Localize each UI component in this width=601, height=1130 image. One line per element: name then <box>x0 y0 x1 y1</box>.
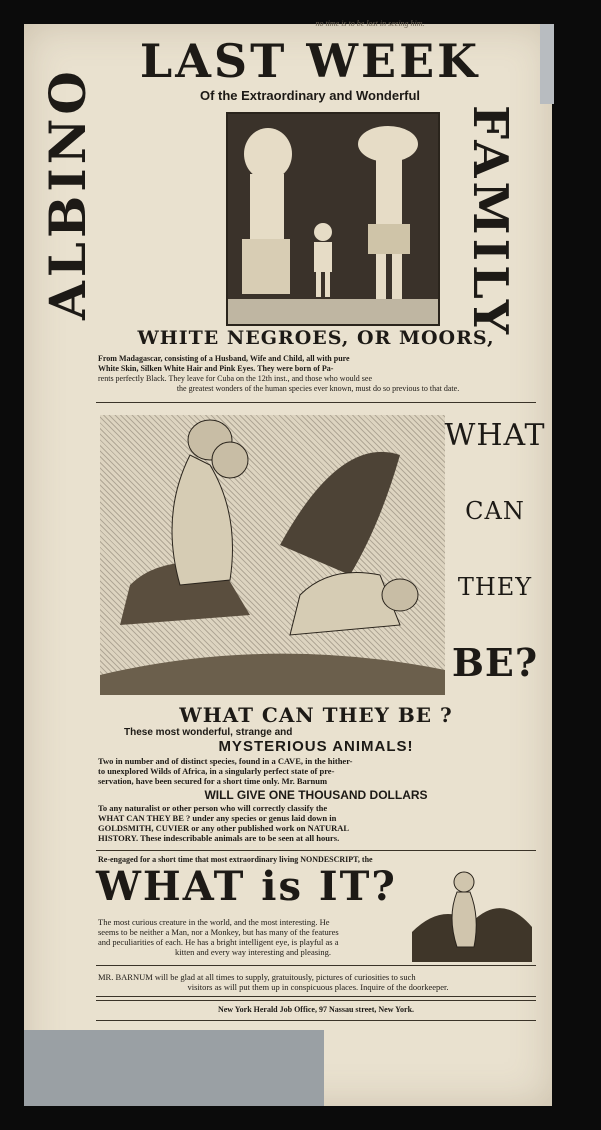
whatisit-illustration <box>412 862 532 962</box>
torn-corner <box>24 1030 324 1106</box>
double-divider <box>96 996 536 1001</box>
divider <box>96 850 536 851</box>
albino-line-2: White Skin, Silken White Hair and Pink Eyes. They were born of Pa- <box>98 364 334 373</box>
headline: LAST WEEK <box>139 34 481 88</box>
mystery-heading: WHAT CAN THEY BE ? <box>179 703 453 727</box>
job-office-line: New York Herald Job Office, 97 Nassau street, New York. <box>217 1005 415 1014</box>
be-word: BE? <box>451 640 539 685</box>
subheadline: Of the Extraordinary and Wonderful <box>199 88 421 103</box>
can-word: CAN <box>465 497 525 525</box>
mystery-line-2: to unexplored Wilds of Africa, in a singularly perfect state of pre- <box>98 766 335 776</box>
reward-line-2: WHAT CAN THEY BE ? under any species or genus laid down in <box>98 813 337 823</box>
cave-creatures-illustration <box>100 415 445 695</box>
left-vertical-title: ALBINO <box>38 67 97 320</box>
albino-subtitle: WHITE NEGROES, OR MOORS, <box>137 327 495 349</box>
whatisit-line-4: kitten and every way interesting and pleasing. <box>174 947 332 957</box>
whatisit-line-2: seems to be neither a Man, nor a Monkey, but has many of the features <box>98 927 339 937</box>
whatisit-description <box>98 917 408 957</box>
mystery-line-1: Two in number and of distinct species, found in a CAVE, in the hither- <box>98 756 353 766</box>
torn-edge <box>540 24 554 104</box>
whatisit-line-1: The most curious creature in the world, and the most interesting. He <box>98 917 330 927</box>
whatisit-line-3: and peculiarities of each. He has a bright intelligent eye, is playful as a <box>98 937 339 947</box>
whatisit-intro: Re-engaged for a short time that most extraordinary living NONDESCRIPT, the <box>98 855 373 864</box>
albino-family-illustration <box>226 112 440 326</box>
reward-line-3: GOLDSMITH, CUVIER or any other published work on NATURAL <box>98 823 350 833</box>
divider <box>96 1020 536 1021</box>
reward-line-1: To any naturalist or other person who will correctly classify the <box>98 803 328 813</box>
reward-line: WILL GIVE ONE THOUSAND DOLLARS <box>204 788 428 802</box>
they-word: THEY <box>457 573 533 601</box>
albino-line-1: From Madagascar, consisting of a Husband, Wife and Child, all with pure <box>98 354 350 363</box>
barnum-line-2: visitors as will put them up in conspicuous places. Inquire of the doorkeeper. <box>187 982 449 992</box>
albino-line-4: the greatest wonders of the human species ever known, must do so previous to that date. <box>176 384 460 393</box>
albino-line-3: rents perfectly Black. They leave for Cuba on the 12th inst., and those who would see <box>98 374 373 383</box>
mystery-line-3: servation, have been secured for a short time only. Mr. Barnum <box>98 776 328 786</box>
barnum-line-1: MR. BARNUM will be glad at all times to supply, gratuitously, pictures of curiosities to such <box>98 972 416 982</box>
divider <box>96 402 536 403</box>
whatisit-title: WHAT is IT? <box>96 863 397 910</box>
top-note: no time is to be lost in seeing him. <box>315 19 425 28</box>
mystery-intro: These most wonderful, strange and <box>124 727 293 738</box>
albino-description <box>98 354 538 394</box>
reward-paragraph <box>98 803 538 843</box>
mysterious-animals: MYSTERIOUS ANIMALS! <box>218 738 414 755</box>
divider <box>96 965 536 966</box>
barnum-note <box>98 972 538 992</box>
right-vertical-title: FAMILY <box>462 105 518 339</box>
reward-line-4: HISTORY. These indescribable animals are to be seen at all hours. <box>98 833 340 843</box>
mystery-paragraph <box>98 756 538 786</box>
what-word: WHAT <box>444 418 546 453</box>
